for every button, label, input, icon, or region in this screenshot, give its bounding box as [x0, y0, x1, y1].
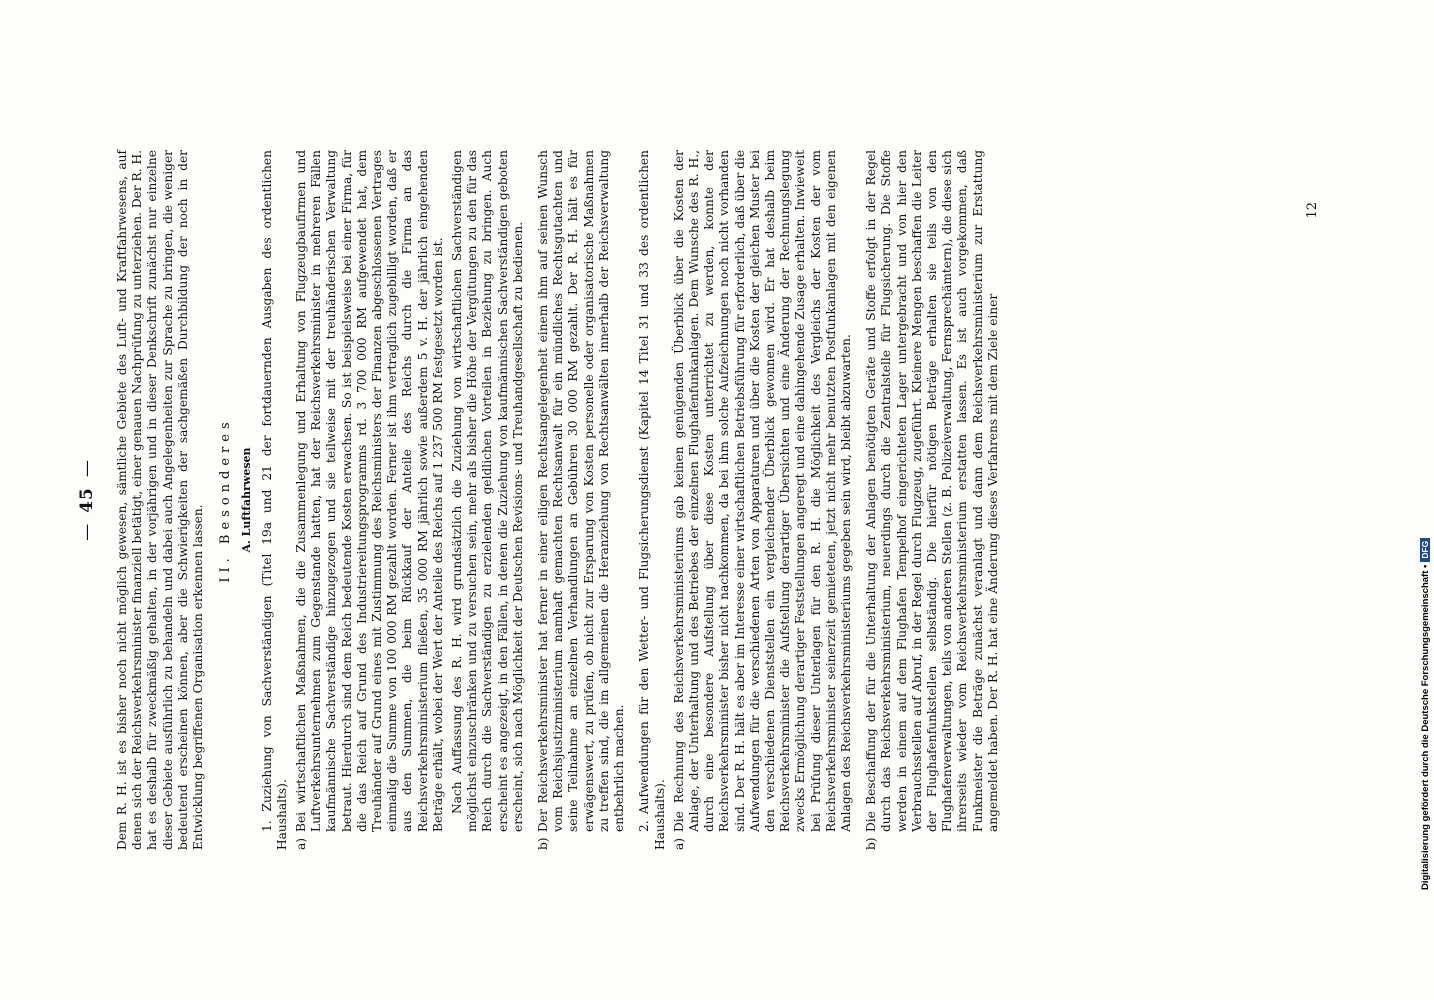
topic2-item-b [864, 150, 1005, 850]
caption-text: Digitalisierung gefördert durch die Deutsche Forschungsgemeinschaft • [1420, 564, 1431, 890]
item-label: a) [294, 837, 309, 850]
item-followup: Nach Auffassung des R. H. wird grundsätzlich die Zuziehung von wirtschaftlichen Sachverständigen möglichst einzuschränken und zu versuchen sein, mehr als bisher die Höhe der Vergütungen zu den für das Reich durch die Sachverständigen zu erzielenden geldlichen Vorteilen in Beziehung zu bringen. Auch erscheint es angezeigt, in den Fällen, in denen die Zuziehung von kaufmännischen Sachverständigen geboten erscheint, sich nach Möglichkeit der Deutschen Revisions- und Treuhandgesellschaft zu bedienen. [450, 150, 525, 832]
item-label: a) [671, 837, 686, 850]
item-body [864, 150, 1005, 832]
page-header: —45— [77, 459, 97, 541]
section-title: II. Besonderes [218, 417, 234, 583]
item-label: b) [864, 837, 879, 850]
item-body [294, 150, 530, 832]
item-body [672, 150, 858, 832]
page-number: 45 [77, 487, 97, 513]
item-body [536, 150, 631, 832]
dfg-logo-badge: DFG [1420, 538, 1430, 562]
topic1-heading: 1. Zuziehung von Sachverständigen (Titel 19a und 21 der fortdauernden Ausgaben des ordentlichen Haushalts). [259, 150, 289, 850]
item-text: Die Rechnung des Reichsverkehrsministeriums gab keinen genügenden Überblick über die Kosten der Anlage, der Unterhaltung und des Betriebes der einzelnen Flughafenfunkanlagen. Dem Wunsche des R. H., durch eine besondere Aufstellung über diese Kosten unterrichtet zu werden, konnte der Reichsverkehrsminister bisher nicht nachkommen, da bei ihm solche Aufzeichnungen noch nicht vorhanden sind. Der R. H. hält es aber im Interesse einer wirtschaftlichen Betriebsführung für erforderlich, daß über die Aufwendungen für die verschiedenen Arten von Apparaturen und über die Kosten der gleichen Muster bei den verschiedenen Dienststellen ein vergleichender Überblick gewonnen wird. Er hat deshalb beim Reichsverkehrsminister die Aufstellung derartiger Übersichten und eine Änderung der Rechnungslegung zwecks Ermöglichung derartiger Feststellungen angeregt und eine dahingehende Zusage erhalten. Inwieweit bei Prüfung dieser Unterlagen für den R. H. die Möglichkeit des Vergleichs der Kosten der vom Reichsverkehrsminister seinerzeit gemieteten, jetzt nicht mehr benutzten Postfunkanlagen mit den eigenen Anlagen des Reichsverkehrsministeriums gegeben sein wird, bleibt abzuwarten. [671, 150, 853, 832]
item-text: Der Reichsverkehrsminister hat ferner in einer eiligen Rechtsangelegenheit einem ihm auf seinen Wunsch vom Reichsjustizministerium namhaft gemachten Rechtsanwalt für ein mündliches Rechtsgutachten und seine Teilnahme an einzelnen Verhandlungen an Gebühren 30 000 RM gezahlt. Der R. H. hält es für erwägenswert, zu prüfen, ob nicht zur Ersparung von Kosten personelle oder organisatorische Maßnahmen zu treffen sind, die im allgemeinen die Heranziehung von Rechtsanwälten innerhalb der Reichsverwaltung entbehrlich machen. [536, 150, 627, 832]
intro-paragraph: Dem R. H. ist es bisher noch nicht möglich gewesen, sämtliche Gebiete des Luft- und Kraftfahrwesens, auf denen sich der Reichsverkehrsminister finanziell betätigt, einer genauen Nachprüfung zu unterziehen. Der R. H. hat es deshalb für zweckmäßig gehalten, in der vorjährigen und in dieser Denkschrift zunächst nur einzelne dieser Gebiete ausführlich zu behandeln und dabei auch Angelegenheiten zur Sprache zu bringen, die weniger bedeutend erscheinen können, aber die Schwierigkeiten der sachgemäßen Durchbildung der noch in der Entwicklung begriffenen Organisation erkennen lassen. [115, 150, 206, 850]
topic1-item-a [294, 150, 530, 850]
page-footer-number: 12 [1305, 202, 1320, 219]
item-label: b) [536, 837, 551, 850]
digitization-caption [1420, 10, 1431, 890]
topic1-item-b [536, 150, 631, 850]
item-text: Die Beschaffung der für die Unterhaltung der Anlagen benötigten Geräte und Stoffe erfolgt in der Regel durch das Reichsverkehrsministerium, neuerdings durch die Zentralstelle für Flugsicherung. Die Stoffe werden in einem auf dem Flughafen Tempelhof eingerichteten Lager untergebracht und von hier den Verbrauchsstellen auf Abruf, in der Regel durch Flugzeug, zugeführt. Kleinere Mengen beschaffen die Leiter der Flughafenfunkstellen selbständig. Die hierfür nötigen Beträge erhalten sie teils von den Flughafenverwaltungen, teils von anderen Stellen (z. B. Polizeiverwaltung, Fernsprechämtern), die diese sich ihrerseits wieder vom Reichsverkehrsministerium erstatten lassen. Es ist auch vorgekommen, daß Funkmeister die Beträge zunächst veranlagt und dann dem Reichsverkehrsministerium zur Erstattung angemeldet haben. Der R. H. hat eine Änderung dieses Verfahrens mit dem Ziele einer [864, 150, 1000, 832]
topic2-heading: 2. Aufwendungen für den Wetter- und Flugsicherungsdienst (Kapitel 14 Titel 31 und 33 des ordentlichen Haushalts). [637, 150, 667, 850]
subsection-title: A. Luftfahrwesen [240, 447, 254, 553]
topic2-item-a [672, 150, 858, 850]
rotated-document-page [77, 150, 1320, 850]
item-text: Bei wirtschaftlichen Maßnahmen, die die Zusammenlegung und Erhaltung von Flugzeugbaufirmen und Luftverkehrsunternehmen zum Gegenstande hatten, hat der Reichsverkehrsminister in mehreren Fällen kaufmännische Sachverständige hinzugezogen und sie teilweise mit der treuhänderischen Verwaltung betraut. Hierdurch sind dem Reich bedeutende Kosten erwachsen. So ist beispielsweise bei einer Firma, für die das Reich auf Grund des Industriereitungsprogramms rd. 3 700 000 RM aufgewendet hat, dem Treuhänder auf Grund eines mit Zustimmung des Reichsministers der Finanzen abgeschlossenen Vertrages einmalig die Summe von 100 000 RM gezahlt worden. Ferner ist ihm vertraglich zugebilligt worden, daß er aus den Summen, die beim Rückkauf der Anteile des Reichs durch die Firma an das Reichsverkehrsministerium fließen, 35 000 RM jährlich sowie außerdem 5 v. H. der jährlich eingehenden Beträge erhält, wobei der Wert der Anteile des Reichs auf 1 237 500 RM festgesetzt worden ist. [294, 150, 445, 832]
